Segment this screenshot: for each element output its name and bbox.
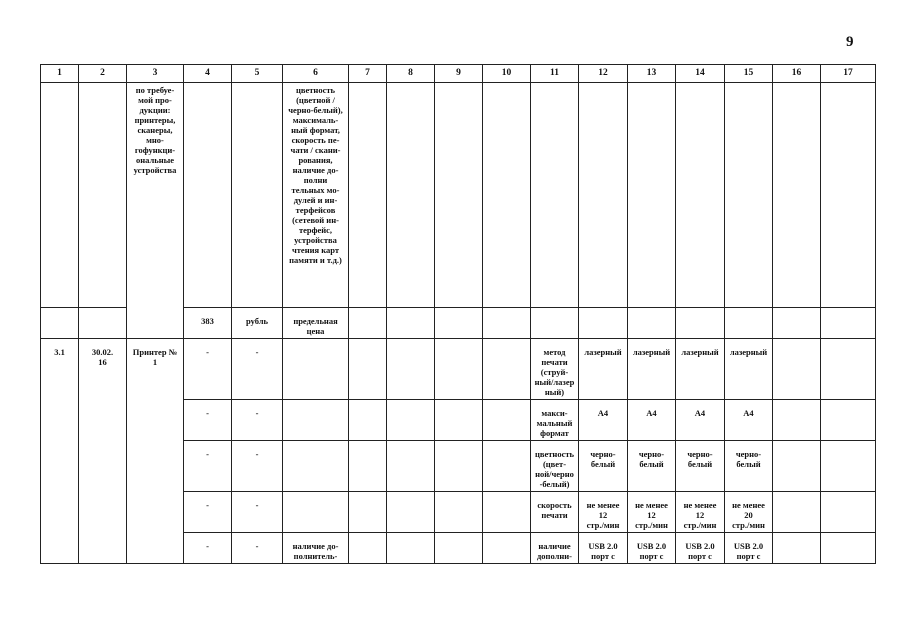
column-header: 16 <box>773 65 821 83</box>
cell <box>349 492 387 533</box>
column-header: 17 <box>821 65 876 83</box>
cell <box>773 441 821 492</box>
cell <box>821 441 876 492</box>
cell <box>821 533 876 564</box>
cell <box>435 441 483 492</box>
cell-c12: лазерный <box>579 339 628 400</box>
page-number: 9 <box>846 34 854 50</box>
cell <box>349 441 387 492</box>
cell-c4: - <box>184 533 232 564</box>
cell <box>773 492 821 533</box>
cell-c12: не менее 12 стр./мин <box>579 492 628 533</box>
cell <box>232 83 283 308</box>
cell <box>435 533 483 564</box>
cell-c15: А4 <box>725 400 773 441</box>
cell-item-number: 3.1 <box>41 339 79 564</box>
cell <box>184 83 232 308</box>
cell <box>349 533 387 564</box>
cell-okei-code: 383 <box>184 308 232 339</box>
cell-c11: метод печати (струй- ный/лазер ный) <box>531 339 579 400</box>
cell <box>41 83 79 308</box>
cell <box>483 533 531 564</box>
cell-c14: не менее 12 стр./мин <box>676 492 725 533</box>
table-row <box>41 83 876 308</box>
column-header: 9 <box>435 65 483 83</box>
cell-c13: не менее 12 стр./мин <box>628 492 676 533</box>
cell <box>387 492 435 533</box>
table-row <box>41 339 876 400</box>
cell-c5: - <box>232 441 283 492</box>
cell-item-name: Принтер № 1 <box>127 339 184 564</box>
cell <box>821 400 876 441</box>
cell <box>821 492 876 533</box>
cell-c4: - <box>184 441 232 492</box>
cell-c6 <box>283 492 349 533</box>
cell-c4: - <box>184 492 232 533</box>
cell <box>483 492 531 533</box>
cell-product-types: по требуе- мой про- дукции: принтеры, сканеры, мно- гофункци- ональные устройства <box>127 83 184 339</box>
cell-item-code: 30.02. 16 <box>79 339 127 564</box>
cell <box>483 400 531 441</box>
cell-c5: - <box>232 400 283 441</box>
cell-c13: лазерный <box>628 339 676 400</box>
cell <box>773 339 821 400</box>
cell <box>387 339 435 400</box>
cell-unit: рубль <box>232 308 283 339</box>
cell-c6: наличие до- полнитель- <box>283 533 349 564</box>
cell-c6 <box>283 339 349 400</box>
cell <box>435 339 483 400</box>
cell <box>387 441 435 492</box>
cell-price-limit: предельная цена <box>283 308 349 339</box>
cell-c14: черно- белый <box>676 441 725 492</box>
cell <box>387 400 435 441</box>
cell-c15: черно- белый <box>725 441 773 492</box>
cell-c11: скорость печати <box>531 492 579 533</box>
cell-c15: лазерный <box>725 339 773 400</box>
cell-c5: - <box>232 492 283 533</box>
cell-c4: - <box>184 400 232 441</box>
cell-c11: макси- мальный формат <box>531 400 579 441</box>
column-header: 11 <box>531 65 579 83</box>
cell-c6 <box>283 400 349 441</box>
cell <box>483 441 531 492</box>
cell-c15: USB 2.0 порт с <box>725 533 773 564</box>
header-row <box>41 65 876 83</box>
column-header: 6 <box>283 65 349 83</box>
cell-c13: А4 <box>628 400 676 441</box>
cell <box>435 400 483 441</box>
cell-c12: А4 <box>579 400 628 441</box>
cell-c4: - <box>184 339 232 400</box>
cell-c12: USB 2.0 порт с <box>579 533 628 564</box>
cell-c15: не менее 20 стр./мин <box>725 492 773 533</box>
cell <box>773 533 821 564</box>
column-header: 8 <box>387 65 435 83</box>
column-header: 13 <box>628 65 676 83</box>
cell-c5: - <box>232 533 283 564</box>
cell-c13: USB 2.0 порт с <box>628 533 676 564</box>
cell-c14: А4 <box>676 400 725 441</box>
cell <box>773 400 821 441</box>
column-header: 14 <box>676 65 725 83</box>
column-header: 7 <box>349 65 387 83</box>
cell <box>349 400 387 441</box>
column-header: 1 <box>41 65 79 83</box>
cell-c13: черно- белый <box>628 441 676 492</box>
column-header: 5 <box>232 65 283 83</box>
cell <box>349 339 387 400</box>
cell <box>435 492 483 533</box>
cell-c14: USB 2.0 порт с <box>676 533 725 564</box>
cell-c11: наличие дополни- <box>531 533 579 564</box>
column-header: 2 <box>79 65 127 83</box>
column-header: 12 <box>579 65 628 83</box>
cell <box>387 533 435 564</box>
cell-c12: черно- белый <box>579 441 628 492</box>
cell-c14: лазерный <box>676 339 725 400</box>
requirements-table <box>40 64 876 564</box>
column-header: 15 <box>725 65 773 83</box>
column-header: 3 <box>127 65 184 83</box>
cell <box>483 339 531 400</box>
cell-c11: цветность (цвет- ной/черно -белый) <box>531 441 579 492</box>
cell-characteristics: цветность (цветной / черно-белый), максималь- ный формат, скорость пе- чати / скани- рования, наличие до- полни тельных мо- дулей и ин- терфейсов (сетевой ин- терфейс, устройства чтения карт памяти и т.д.) <box>283 83 349 308</box>
column-header: 10 <box>483 65 531 83</box>
column-header: 4 <box>184 65 232 83</box>
cell-c6 <box>283 441 349 492</box>
cell <box>821 339 876 400</box>
cell <box>79 83 127 308</box>
cell-c5: - <box>232 339 283 400</box>
